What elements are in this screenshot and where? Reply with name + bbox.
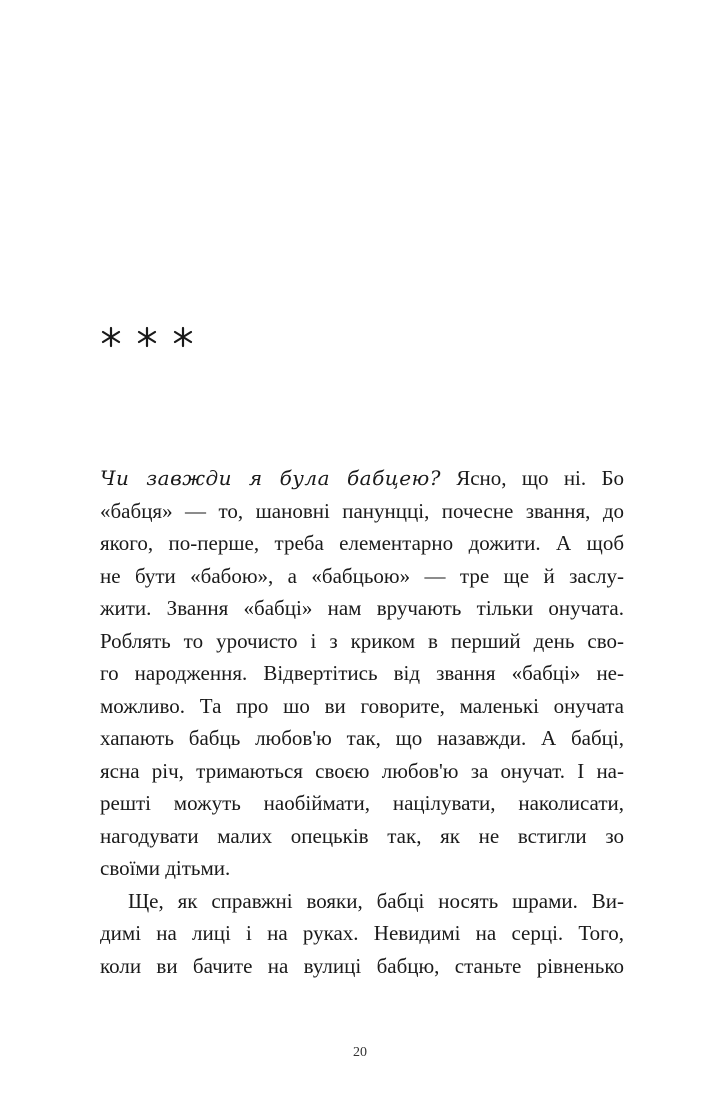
script-lead-phrase: Чи завжди я була бабцею? xyxy=(100,466,441,490)
asterisk-icon xyxy=(100,326,122,348)
text-line: Роблять то урочисто і з криком в перший день сво- xyxy=(100,628,624,653)
text-line: ясна річ, тримаються своєю любов'ю за онучат. І на- xyxy=(100,758,624,783)
text-line: своїми дітьми. xyxy=(100,856,231,880)
asterisk-icon xyxy=(136,326,158,348)
text-line: нагодувати малих опецьків так, як не встигли зо xyxy=(100,823,624,848)
text-line: якого, по-перше, треба елементарно дожити. А щоб xyxy=(100,531,624,555)
page-number: 20 xyxy=(353,1045,367,1060)
paragraph-2 xyxy=(100,885,624,983)
text-line: жити. Звання «бабці» нам вручають тільки онучата. xyxy=(100,596,624,620)
text-line: Ще, як справжні вояки, бабці носять шрами. Ви- xyxy=(128,888,624,913)
asterisk-icon xyxy=(172,326,194,348)
paragraph-1 xyxy=(100,462,624,885)
text-line: коли ви бачите на вулиці бабцю, станьте рівненько xyxy=(100,953,624,978)
text-line: можливо. Та про шо ви говорите, маленькі онучата xyxy=(100,693,624,718)
body-text xyxy=(100,462,624,982)
text-line: го народження. Відвертітись від звання «бабці» не- xyxy=(100,661,624,685)
section-break-ornament xyxy=(100,326,194,348)
text-line: хапають бабць любов'ю так, що назавжди. А бабці, xyxy=(100,726,624,750)
text-line: не бути «бабою», а «бабцьою» — тре ще й заслу- xyxy=(100,563,624,588)
text-line: «бабця» — то, шановні панунцці, почесне звання, до xyxy=(100,498,624,523)
text-line: решті можуть наобіймати, націлувати, наколисати, xyxy=(100,791,624,815)
text-line xyxy=(100,462,624,495)
text-fragment: Ясно, що ні. Бо xyxy=(440,466,625,490)
text-line: димі на лиці і на руках. Невидимі на серці. Того, xyxy=(100,921,624,945)
